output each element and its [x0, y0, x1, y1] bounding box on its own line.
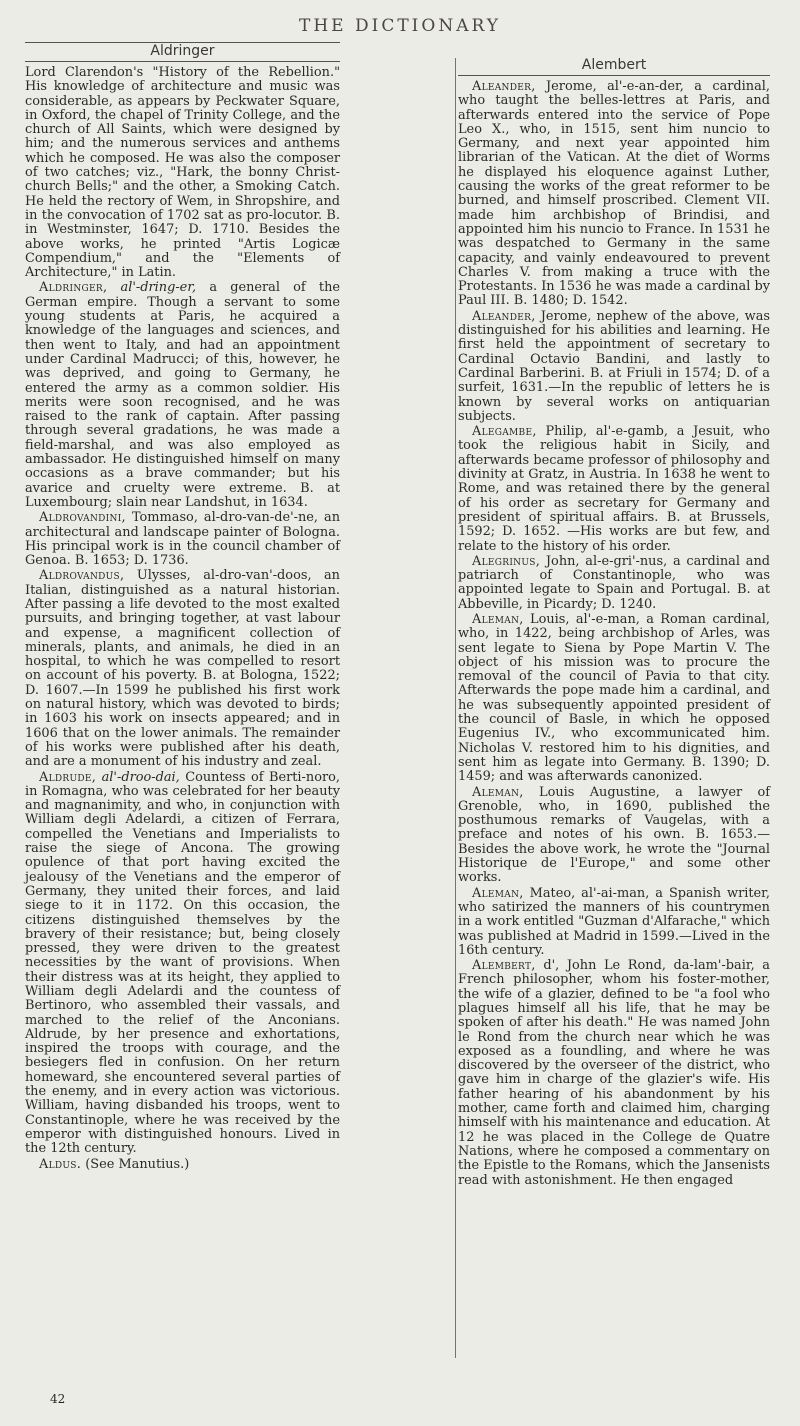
entry-headword: Alembert, [472, 958, 536, 974]
right-column [458, 80, 770, 1189]
entry-body: (See Manutius.) [81, 1156, 190, 1172]
entry-headword: Alegambe, [472, 424, 537, 440]
dictionary-entry [25, 281, 340, 510]
dictionary-entry [25, 771, 340, 1157]
right-column-head: Alembert [581, 57, 647, 73]
entry-headword: Aleander, [472, 79, 536, 94]
dictionary-entry [458, 613, 770, 785]
entry-pronunciation: al'-dring-er, [120, 280, 197, 296]
entry-body: Lord Clarendon's "History of the Rebellion." His knowledge of architecture and music was considerable, as appears by Peckwater Square, in Oxford, the chapel of Trinity College, and the church of All Saints, which were designed by him; and the numerous services and anthems which he composed. He was also the composer of two catches; viz., "Hark, the bonny Christ-church Bells;" and the other, a Smoking Catch. He held the rectory of Wem, in Shropshire, and in the convocation of 1702 sat as pro-locutor. B. in Westminster, 1647; D. 1710. Besides the above works, he printed "Artis Logicæ Compendium," and the "Elements of Architecture," in Latin. [25, 65, 340, 281]
page-number: 42 [50, 1392, 66, 1406]
entry-headword: Aleman, [472, 611, 524, 627]
dictionary-entry [458, 887, 770, 958]
entry-headword: Alegrinus, [472, 553, 541, 569]
entry-body: John, al-e-gri'-nus, a cardinal and patriarch of Constantinople, who was appointed legate to Spain and Portugal. B. at Abbeville, in Picardy; D. 1240. [458, 553, 770, 612]
dictionary-entry [25, 569, 340, 769]
left-head-rule [25, 61, 340, 62]
left-column [25, 66, 340, 1173]
dictionary-entry [458, 80, 770, 309]
entry-body: Philip, al'-e-gamb, a Jesuit, who took the religious habit in Sicily, and afterwards became professor of philosophy and divinity at Gratz, in Austria. In 1638 he went to Rome, and was retained there by the general of his order as secretary for Germany and president of spiritual affairs. B. at Brussels, 1592; D. 1652. —His works are but few, and relate to the history of his order. [458, 424, 770, 554]
dictionary-entry [458, 310, 770, 424]
entry-headword: Aleman, [472, 885, 524, 901]
entry-headword: Aleander, [472, 308, 536, 324]
column-divider [455, 58, 456, 1358]
entry-body: Jerome, al'-e-an-der, a cardinal, who taught the belles-lettres at Paris, and afterwards entered into the service of Pope Leo X., who, in 1515, sent him nuncio to Germany, and next year appointed him librarian of the Vatican. At the diet of Worms he displayed his eloquence against Luther, causing the works of the great reformer to be burned, and himself proscribed. Clement VII. made him archbishop of Brindisi, and appointed him his nuncio to France. In 1531 he was despatched to Germany in the same capacity, and vainly endeavoured to prevent Charles V. from making a truce with the Protestants. In 1536 he was made a cardinal by Paul III. B. 1480; D. 1542. [458, 79, 770, 309]
entry-headword: Aldringer, [39, 280, 108, 296]
dictionary-entry [25, 66, 340, 280]
entry-headword: Aldrovandini, [39, 510, 126, 526]
entry-body: Tommaso, al-dro-van-de'-ne, an architectural and landscape painter of Bologna. His principal work is in the council chamber of Genoa. B. 1653; D. 1736. [25, 510, 340, 569]
left-column-head: Aldringer [150, 43, 215, 59]
entry-body: Louis, al'-e-man, a Roman cardinal, who, in 1422, being archbishop of Arles, was sent legate to Siena by Pope Martin V. The object of his mission was to procure the removal of the council of Pavia to that city. Afterwards the pope made him a cardinal, and he was subsequently appointed president of the council of Basle, in which he opposed Eugenius IV., who excommunicated him. Nicholas V. restored him to his dignities, and sent him as legate into Germany. B. 1390; D. 1459; and was afterwards canonized. [458, 611, 770, 785]
right-head-rule [458, 75, 770, 76]
entry-body: Jerome, nephew of the above, was distinguished for his abilities and learning. He first held the appointment of secretary to Cardinal Octavio Bandini, and lastly to Cardinal Barberini. B. at Friuli in 1574; D. of a surfeit, 1631.—In the republic of letters he is known by several works on antiquarian subjects. [458, 308, 770, 424]
dictionary-entry [458, 555, 770, 612]
entry-pronunciation: al'-droo-dai, [101, 769, 180, 785]
entry-body: Louis Augustine, a lawyer of Grenoble, who, in 1690, published the posthumous remarks of Vaugelas, with a preface and notes of his own. B. 1653.—Besides the above work, he wrote the "Journal Historique de l'Europe," and some other works. [458, 784, 770, 886]
dictionary-entry [458, 425, 770, 554]
entry-body: a general of the German empire. Though a servant to some young students at Paris, he acquired a knowledge of the languages and sciences, and then went to Italy, and had an appointment under Cardinal Madrucci; of this, however, he was deprived, and going to Germany, he entered the army as a common soldier. His merits were soon recognised, and he was raised to the rank of captain. After passing through several gradations, he was made a field-marshal, and was also employed as ambassador. He distinguished himself on many occasions as a brave commander; but his avarice and cruelty were extreme. B. at Luxembourg; slain near Landshut, in 1634. [25, 280, 340, 510]
entry-body: Countess of Berti-noro, in Romagna, who was celebrated for her beauty and magnanimity, and who, in conjunction with William degli Adelardi, a citizen of Ferrara, compelled the Venetians and Imperialists to raise the siege of Ancona. The growing opulence of that port having excited the jealousy of the Venetians and the emperor of Germany, they united their forces, and laid siege to it in 1172. On this occasion, the citizens distinguished themselves by the bravery of their resistance; but, being closely pressed, they were driven to the greatest necessities by the want of provisions. When their distress was at its height, they applied to William degli Adelardi and the countess of Bertinoro, who assembled their vassals, and marched to the relief of the Anconians. Aldrude, by her presence and exhortations, inspired the troops with courage, and the besiegers fled in confusion. On her return homeward, she encountered several parties of the enemy, and in every action was victorious. William, having disbanded his troops, went to Constantinople, where he was received by the emperor with distinguished honours. Lived in the 12th century. [25, 769, 340, 1157]
dictionary-entry [458, 786, 770, 886]
entry-headword: Aleman, [472, 784, 524, 800]
dictionary-entry [458, 959, 770, 1188]
dictionary-entry [25, 511, 340, 568]
entry-body: Ulysses, al-dro-van'-doos, an Italian, distinguished as a natural historian. After passing a life devoted to the most exalted pursuits, and bringing together, at vast labour and expense, a magnificent collection of minerals, plants, and animals, he died in an hospital, to which he was compelled to resort on account of his poverty. B. at Bologna, 1522; D. 1607.—In 1599 he published his first work on natural history, which was devoted to birds; in 1603 his work on insects appeared; and in 1606 that on the lower animals. The remainder of his works were published after his death, and are a monument of his industry and zeal. [25, 568, 340, 770]
entry-headword: Aldus. [39, 1156, 82, 1172]
entry-headword: Aldrude, [39, 769, 97, 785]
running-head: THE DICTIONARY [299, 16, 501, 36]
dictionary-entry [25, 1158, 340, 1172]
entry-body: Mateo, al'-ai-man, a Spanish writer, who satirized the manners of his countrymen in a work entitled "Guzman d'Alfarache," which was published at Madrid in 1599.—Lived in the 16th century. [458, 885, 770, 958]
entry-body: d', John Le Rond, da-lam'-bair, a French philosopher, whom his foster-mother, the wife of a glazier, defined to be "a fool who plagues himself all his life, that he may be spoken of after his death." He was named John le Rond from the church near which he was exposed as a foundling, and where he was discovered by the overseer of the district, who gave him in charge of the glazier's wife. His father hearing of his abandonment by his mother, came forth and claimed him, charging himself with his maintenance and education. At 12 he was placed in the College de Quatre Nations, where he composed a commentary on the Epistle to the Romans, which the Jansenists read with astonishment. He then engaged [458, 958, 770, 1188]
entry-headword: Aldrovandus, [39, 568, 125, 584]
